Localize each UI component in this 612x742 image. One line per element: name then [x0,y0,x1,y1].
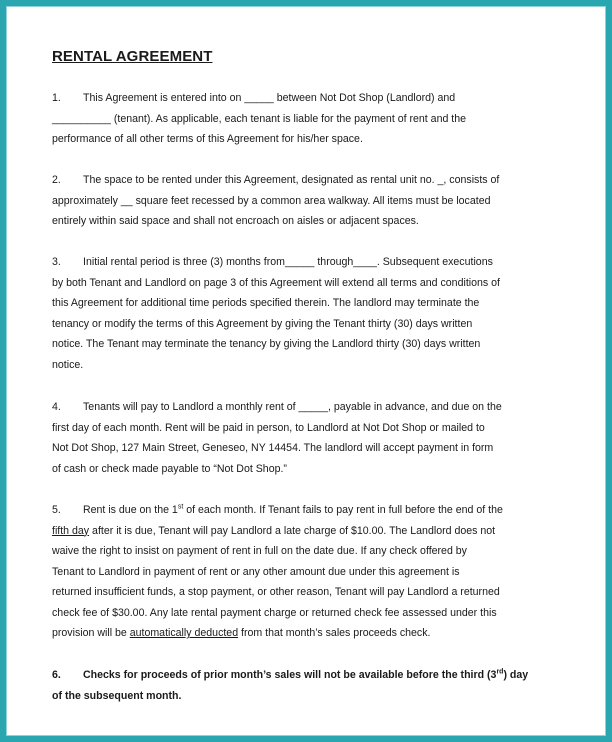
clause-text: Tenants will pay to Landlord a monthly rent of _____, payable in advance, and due on the [83,401,502,413]
clause-text: from that month’s sales proceeds check. [238,627,431,639]
clause-5 [52,500,562,644]
clause-text: Tenant to Landlord in payment of rent or any other amount due under this agreement is [52,565,460,578]
clause-number: 2. [52,174,61,186]
clause-text: ) day [503,669,529,681]
ordinal-suffix: rd [496,668,504,676]
clause-text: of cash or check made payable to “Not Dot Shop.” [52,462,287,475]
clause-text: of each month. If Tenant fails to pay rent in full before the end of the [183,504,503,516]
clause-text: approximately __ square feet recessed by a common area walkway. All items must be located [52,194,491,207]
clause-text: performance of all other terms of this Agreement for his/her space. [52,133,363,145]
clause-2 [52,170,562,232]
clause-text: __________ (tenant). As applicable, each tenant is liable for the payment of rent and the [52,112,467,125]
clause-text: Initial rental period is three (3) months from_____ through____. Subsequent executions [83,256,493,268]
clause-6 [52,665,562,706]
clause-3 [52,252,562,375]
clause-number: 1. [52,92,61,104]
clause-text: provision will be [52,627,130,639]
ordinal-suffix: st [177,503,184,511]
clause-text: after it is due, Tenant will pay Landlord a late charge of $10.00. The Landlord does not [89,524,496,537]
clause-text: The space to be rented under this Agreement, designated as rental unit no. _, consists of [83,174,500,186]
clause-text: notice. The Tenant may terminate the tenancy by giving the Landlord thirty (30) days written [52,338,481,350]
clause-text: first day of each month. Rent will be paid in person, to Landlord at Not Dot Shop or mailed to [52,421,485,434]
clause-text: check fee of $30.00. Any late rental payment charge or returned check fee assessed under this [52,606,497,619]
clause-text: tenancy or modify the terms of this Agreement by giving the Tenant thirty (30) days written [52,317,473,330]
clause-number: 3. [52,256,61,268]
clause-text: Checks for proceeds of prior month’s sales will not be available before the third (3 [83,669,497,681]
clause-number: 4. [52,401,61,413]
clause-text: this Agreement for additional time periods specified therein. The landlord may terminate the [52,297,480,309]
clause-text: Not Dot Shop, 127 Main Street, Geneseo, NY 14454. The landlord will accept payment in form [52,442,494,454]
clause-1 [52,88,562,150]
clause-text: Rent is due on the 1 [83,504,178,516]
clause-text: by both Tenant and Landlord on page 3 of this Agreement will extend all terms and conditions of [52,276,500,289]
clause-text: of the subsequent month. [52,689,182,702]
document-title: RENTAL AGREEMENT [52,48,213,65]
underlined-term: automatically deducted [129,627,239,639]
clause-text: This Agreement is entered into on _____ between Not Dot Shop (Landlord) and [83,92,456,104]
clause-text: returned insufficient funds, a stop payment, or other reason, Tenant will pay Landlord a returned [52,586,500,598]
clause-text: notice. [52,358,84,371]
clause-number: 6. [52,669,61,681]
underlined-term: fifth day [52,524,90,537]
clause-4 [52,397,562,479]
clause-number: 5. [52,504,61,516]
clause-text: entirely within said space and shall not encroach on aisles or adjacent spaces. [52,215,419,227]
clause-text: waive the right to insist on payment of rent in full on the date due. If any check offered by [52,545,467,557]
